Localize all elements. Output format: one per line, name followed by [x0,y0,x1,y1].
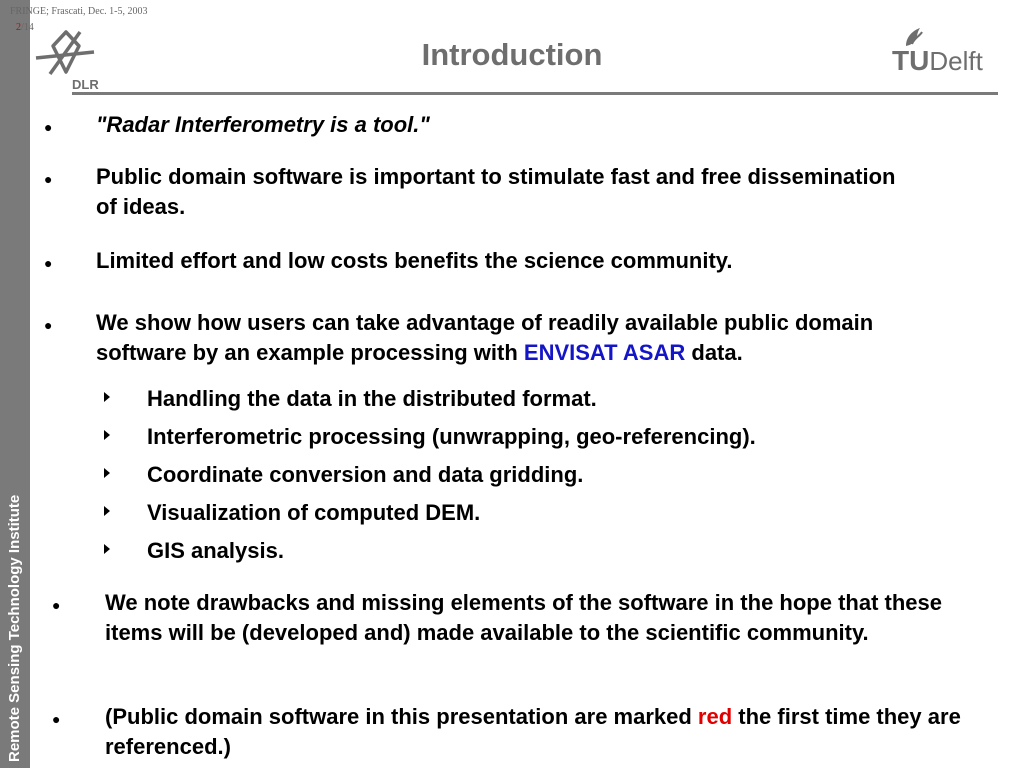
sub-bullet-3: Coordinate conversion and data gridding. [147,462,584,487]
sub-bullet-arrow-icon [104,544,110,554]
bullet-6 [105,702,965,762]
bullet-3: Limited effort and low costs benefits the science community. [96,248,733,273]
bullet-marker: ● [52,711,61,727]
sub-bullet-5: GIS analysis. [147,538,284,563]
bullet-2: Public domain software is important to stimulate fast and free dissemination of ideas. [96,164,896,219]
tu-delft-logo [892,26,1002,74]
page-title: Introduction [421,37,603,72]
bullet-6-text-before: (Public domain software in this presentation are marked [105,704,698,729]
bullet-marker: ● [44,317,53,333]
bullet-4 [96,308,966,368]
bullet-marker: ● [52,597,61,613]
red-highlight: red [697,704,733,729]
sub-bullet-arrow-icon [104,506,110,516]
bullet-marker: ● [44,171,53,187]
tu-logo-text: TUDelft [892,45,983,74]
bullet-4-text-after: data. [685,340,743,365]
sub-bullet-1: Handling the data in the distributed format. [147,386,597,411]
bullet-marker: ● [44,255,53,271]
bullet-4-text-before: We show how users can take advantage of readily available public domain software by an example processing with [96,310,874,365]
sub-bullet-arrow-icon [104,430,110,440]
sub-bullet-2: Interferometric processing (unwrapping, geo-referencing). [147,424,756,449]
sidebar [0,0,30,768]
bullet-6-text-after: the first time they are referenced.) [105,704,961,759]
sidebar-label: Remote Sensing Technology Institute [6,494,23,762]
envisat-asar-highlight: ENVISAT ASAR [523,340,686,365]
page-current: 2 [16,22,21,33]
bullet-marker: ● [44,119,53,135]
bullet-5: We note drawbacks and missing elements of the software in the hope that these items will be (developed and) made available to the scientific community. [105,590,942,645]
sub-bullet-4: Visualization of computed DEM. [147,500,481,525]
header-divider [72,92,998,95]
dlr-logo-text: DLR [72,77,99,92]
page-total: /14 [21,22,34,33]
conference-label: FRINGE; Frascati, Dec. 1-5, 2003 [10,6,148,17]
sub-bullet-arrow-icon [104,468,110,478]
sub-bullet-arrow-icon [104,392,110,402]
bullet-1: "Radar Interferometry is a tool." [96,112,430,137]
